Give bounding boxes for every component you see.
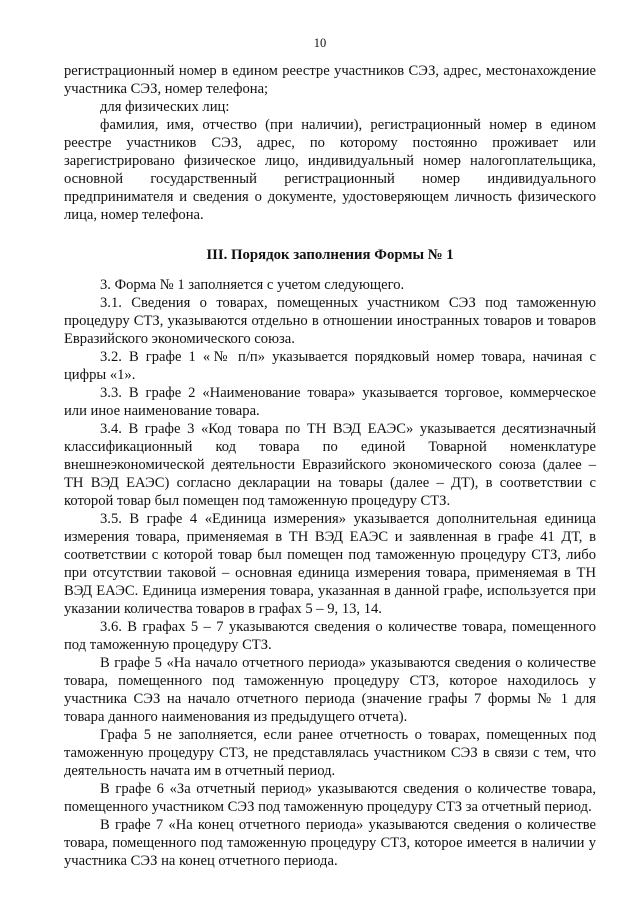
- paragraph-3: 3. Форма № 1 заполняется с учетом следующего.: [100, 277, 405, 293]
- paragraph-3-3: 3.3. В графе 2 «Наименование товара» указывается торговое, коммерческое или иное наименование товара.: [64, 385, 596, 419]
- paragraph-3-2: 3.2. В графе 1 «№ п/п» указывается порядковый номер товара, начиная с цифры «1».: [64, 349, 596, 383]
- section-title: III. Порядок заполнения Формы № 1: [206, 247, 454, 263]
- document-body: [64, 62, 596, 870]
- page-number: 10: [313, 36, 327, 50]
- paragraph-3-6: 3.6. В графах 5 – 7 указываются сведения о количестве товара, помещенного под таможенную процедуру СТЗ.: [64, 619, 596, 653]
- intro-paragraph-3: фамилия, имя, отчество (при наличии), регистрационный номер в едином реестре участников СЭЗ, адрес, по которому постоянно проживает или зарегистрировано физическое лицо, индивидуальный номер налогоплательщика, основной государственный регистрационный номер индивидуального предпринимателя и сведения о документе, удостоверяющем личность физического лица, номер телефона.: [64, 117, 596, 223]
- paragraph-column-5-note: Графа 5 не заполняется, если ранее отчетность о товарах, помещенных под таможенную процедуру СТЗ, не представлялась участником СЭЗ в связи с тем, что деятельность начата им в отчетный период.: [64, 727, 596, 779]
- paragraph-3-1: 3.1. Сведения о товарах, помещенных участником СЭЗ под таможенную процедуру СТЗ, указываются отдельно в отношении иностранных товаров и товаров Евразийского экономического союза.: [64, 295, 596, 347]
- paragraph-3-5: 3.5. В графе 4 «Единица измерения» указывается дополнительная единица измерения товара, применяемая в ТН ВЭД ЕАЭС и заявленная в графе 41 ДТ, в соответствии с которой товар был помещен под таможенную процедуру СТЗ, либо при отсутствии таковой – основная единица измерения товара, применяемая в ТН ВЭД ЕАЭС. Единица измерения товара, указанная в данной графе, используется при указании количества товаров в графах 5 – 9, 13, 14.: [64, 511, 596, 617]
- paragraph-column-5: В графе 5 «На начало отчетного периода» указываются сведения о количестве товара, помещенного под таможенную процедуру СТЗ, которое находилось у участника СЭЗ на начало отчетного периода (значение графы 7 формы № 1 для товара данного наименования из предыдущего отчета).: [64, 655, 596, 725]
- intro-paragraph-1: регистрационный номер в едином реестре участников СЭЗ, адрес, местонахождение участника СЭЗ, номер телефона;: [64, 63, 596, 97]
- intro-paragraph-2: для физических лиц:: [100, 99, 230, 115]
- paragraph-column-7: В графе 7 «На конец отчетного периода» указываются сведения о количестве товара, помещенного под таможенную процедуру СТЗ, которое имеется в наличии у участника СЭЗ на конец отчетного периода.: [64, 817, 596, 869]
- paragraph-3-4: 3.4. В графе 3 «Код товара по ТН ВЭД ЕАЭС» указывается десятизначный классификационный код товара по единой Товарной номенклатуре внешнеэкономической деятельности Евразийского экономического союза (далее – ТН ВЭД ЕАЭС) согласно декларации на товары (далее – ДТ), в соответствии с которой товар был помещен под таможенную процедуру СТЗ.: [64, 421, 596, 509]
- paragraph-column-6: В графе 6 «За отчетный период» указываются сведения о количестве товара, помещенного участником СЭЗ под таможенную процедуру СТЗ за отчетный период.: [64, 781, 596, 815]
